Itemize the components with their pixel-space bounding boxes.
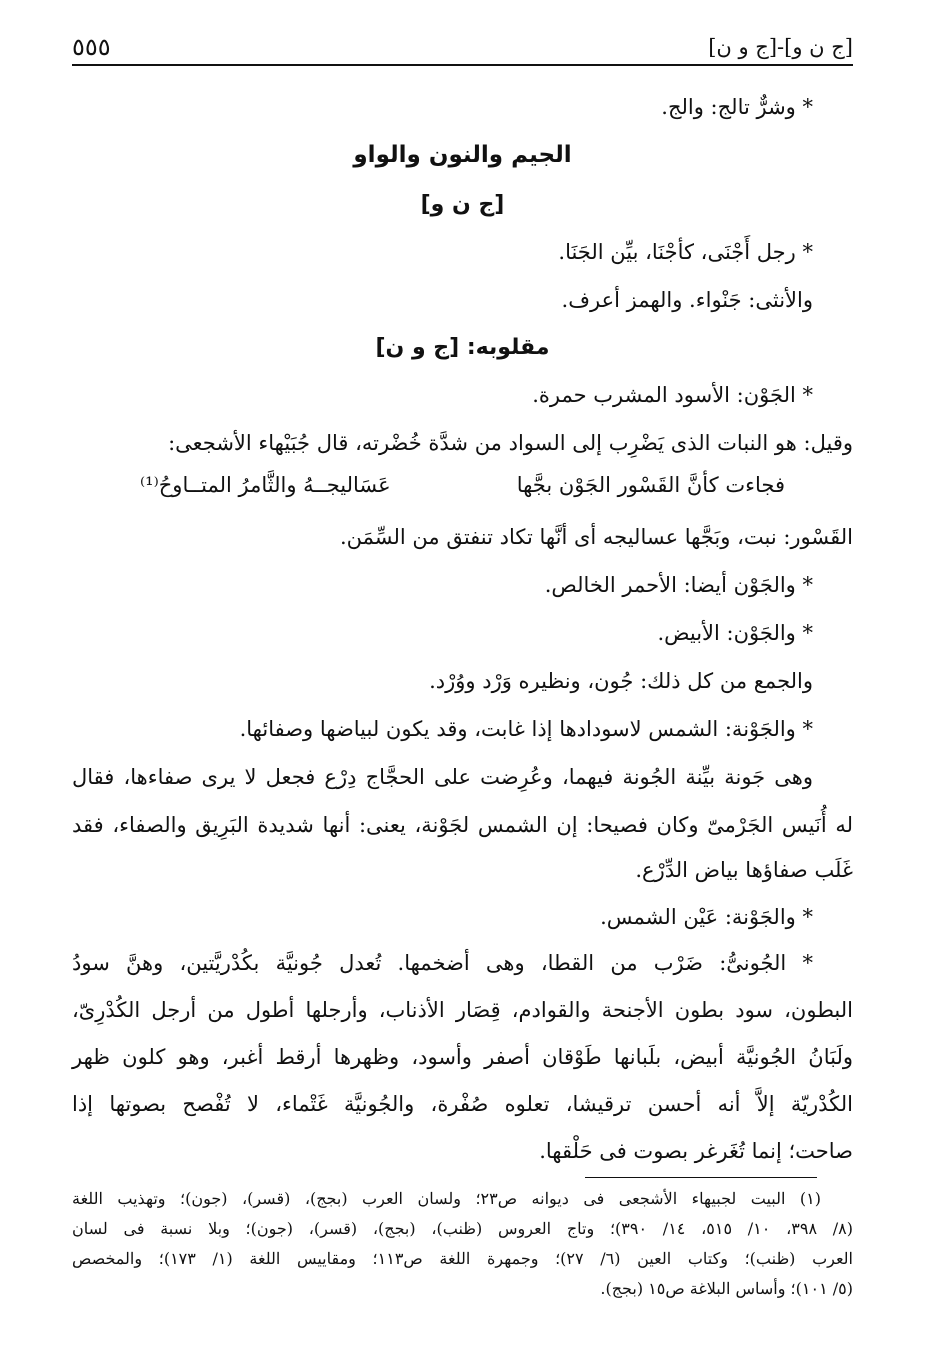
verse bbox=[140, 470, 785, 500]
text-line-16: البطون، سود بطون الأجنحة والقوادم، قِصَار الأذناب، وأرجلها أطول من أرجل الكُدْرِىّ، bbox=[72, 998, 853, 1022]
footnote-line-4: (٥/ ١٠١)؛ وأساس البلاغة ص١٥ (بجج). bbox=[600, 1279, 853, 1298]
text-line-19: صاحت؛ إنما تُغَرغر بصوت فى حَلْقها. bbox=[539, 1139, 853, 1163]
page-header bbox=[72, 28, 853, 66]
text-line-5: وقيل: هو النبات الذى يَضْرِب إلى السواد من شدَّة خُضْرته، قال جُبَيْهاء الأشجعى: bbox=[168, 431, 853, 455]
footnote-line-1: (١) البيت لجبيهاء الأشجعى فى ديوانه ص٢٣؛ ولسان العرب (بجج)، (قسر)، (جون)؛ وتهذيب اللغة bbox=[72, 1189, 821, 1208]
verse-hemistich-2: عَسَاليجــهُ والثَّامرُ المتــاوحُ⁽¹⁾ bbox=[140, 473, 391, 497]
text-line-12: له أُنَيس الجَرْمىّ وكان فصيحا: إن الشمس لجَوْنة، يعنى: أنها شديدة البَرِيق والصفاء، فقد bbox=[72, 813, 854, 837]
footnote-line-3: العرب (ظنب)؛ وكتاب العين (٦/ ٢٧)؛ وجمهرة اللغة ص١١٣؛ ومقاييس اللغة (١/ ١٧٣)؛ والمخصص bbox=[72, 1249, 853, 1268]
text-line-9: والجمع من كل ذلك: جُون، ونظيره وَرْد ووُرْد. bbox=[429, 669, 813, 693]
text-line-6: القَسْور: نبت، وبَجَّها عساليجه أى أنَّها تكاد تنفتق من السِّمَن. bbox=[339, 525, 853, 549]
text-line-18: الكُدْريّة إلاَّ أنه أحسن ترقيشا، تعلوه صُفْرة، والجُونيَّة غَتْماء، لا تُفْصح بصوتها إذا bbox=[72, 1092, 853, 1116]
text-line-15: * الجُونىُّ: ضَرْب من القطا، وهى أضخمها. تُعدل جُونيَّة بكُدْريَّتين، وهنَّ سودُ bbox=[72, 951, 813, 975]
text-line-3: والأنثى: جَنْواء. والهمز أعرف. bbox=[561, 288, 813, 312]
text-line-1: * وشرٌّ تالج: والج. bbox=[661, 95, 813, 119]
verse-hemistich-1: فجاءت كأنَّ القَسْور الجَوْن بجَّها bbox=[516, 473, 785, 497]
text-line-2: * رجل أَجْنَى، كأجْنَا، بيِّن الجَنَا. bbox=[558, 240, 813, 264]
root-heading-2: مقلوبه: [ج و ن] bbox=[375, 335, 550, 360]
text-line-8: * والجَوْن: الأبيض. bbox=[657, 621, 813, 645]
section-title: الجيم والنون والواو bbox=[353, 142, 572, 168]
root-heading-1: [ج ن و] bbox=[420, 192, 505, 217]
running-head: [ج ن و]-[ج و ن] bbox=[708, 35, 853, 59]
footnote-line-2: (٨/ ٣٩٨، ١٠/ ٥١٥، ١٤/ ٣٩٠)؛ وتاج العروس (ظنب)، (بجج)، (قسر)، (جون)؛ وبلا نسبة فى لسان bbox=[72, 1219, 853, 1238]
text-line-17: ولَبَانُ الجُونيَّة أبيض، بلَبانها طَوْقان أصفر وأسود، وظهرها أرقط أغبر، وهو كلون ظهر bbox=[72, 1045, 853, 1069]
text-line-14: * والجَوْنة: عَيْن الشمس. bbox=[600, 905, 813, 929]
footnote-divider bbox=[585, 1177, 817, 1178]
page-number: ٥٥٥ bbox=[72, 33, 111, 61]
text-line-7: * والجَوْن أيضا: الأحمر الخالص. bbox=[544, 573, 813, 597]
text-line-4: * الجَوْن: الأسود المشرب حمرة. bbox=[532, 383, 813, 407]
text-line-10: * والجَوْنة: الشمس لاسودادها إذا غابت، وقد يكون لبياضها وصفائها. bbox=[239, 717, 813, 741]
text-line-11: وهى جَونة بيِّنة الجُونة فيهما، وعُرِضت على الحجَّاج دِرْع فجعل لا يرى صفاءها، فقال bbox=[72, 765, 813, 789]
text-line-13: غَلَب صفاؤها بياض الدِّرْع. bbox=[635, 858, 853, 882]
